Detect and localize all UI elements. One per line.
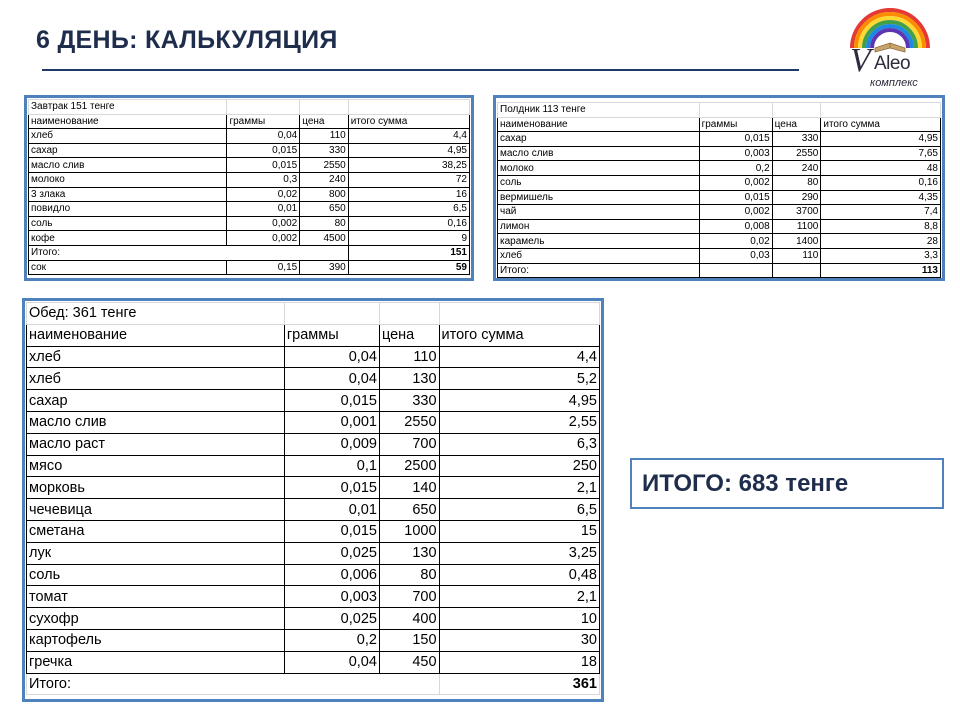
table-cell: 0,015 <box>227 158 300 173</box>
table-row <box>498 248 941 263</box>
table-cell: 3700 <box>772 205 821 220</box>
table-row <box>27 368 600 390</box>
table-row <box>498 132 941 147</box>
table-row <box>27 411 600 433</box>
table-cell: 0,2 <box>699 161 772 176</box>
table-cell: 72 <box>348 172 469 187</box>
table-row <box>29 202 470 217</box>
table-cell: 3 злака <box>29 187 227 202</box>
table-cell: 2500 <box>379 455 439 477</box>
table-cell: 330 <box>379 390 439 412</box>
table-cell: 0,015 <box>284 477 379 499</box>
table-row <box>498 219 941 234</box>
table-cell: молоко <box>29 172 227 187</box>
table-cell: лук <box>27 542 285 564</box>
table-cell: 0,009 <box>284 433 379 455</box>
table-cell: хлеб <box>27 368 285 390</box>
table-cell: 2,1 <box>439 477 599 499</box>
table-row <box>27 629 600 651</box>
column-header: итого сумма <box>439 324 599 346</box>
table-total-row <box>27 673 600 695</box>
table-cell: хлеб <box>27 346 285 368</box>
total-value: 113 <box>821 263 941 278</box>
table-cell: сок <box>29 260 227 275</box>
table-cell: 0,04 <box>284 346 379 368</box>
table-row <box>29 216 470 231</box>
table-header-row <box>498 117 941 132</box>
table-cell: мясо <box>27 455 285 477</box>
table-row <box>27 499 600 521</box>
table-cell: 0,006 <box>284 564 379 586</box>
title-underline <box>42 69 799 71</box>
table-row <box>29 187 470 202</box>
table-cell: 650 <box>379 499 439 521</box>
table-row <box>27 455 600 477</box>
table-cell: 80 <box>379 564 439 586</box>
table-row <box>498 146 941 161</box>
table-cell: сухофр <box>27 608 285 630</box>
column-header: итого сумма <box>821 117 941 132</box>
table-cell: 290 <box>772 190 821 205</box>
table-cell: 18 <box>439 651 599 673</box>
table-cell: масло раст <box>27 433 285 455</box>
table-cell: 700 <box>379 433 439 455</box>
table-cell: 0,015 <box>284 520 379 542</box>
column-header: итого сумма <box>348 114 469 129</box>
total-label: Итого: <box>498 263 700 278</box>
table-cell: 4,4 <box>439 346 599 368</box>
table-cell: 4,95 <box>348 143 469 158</box>
table-cell: 0,16 <box>821 175 941 190</box>
table-cell: 1400 <box>772 234 821 249</box>
table-cell: 0,002 <box>227 216 300 231</box>
table-total-row <box>498 263 941 278</box>
table-row <box>29 260 470 275</box>
table-cell: 7,65 <box>821 146 941 161</box>
table-cell: сметана <box>27 520 285 542</box>
table-cell: 0,008 <box>699 219 772 234</box>
table-cell: 110 <box>772 248 821 263</box>
table-cell: кофе <box>29 231 227 246</box>
table-cell: гречка <box>27 651 285 673</box>
table-cell: 150 <box>379 629 439 651</box>
table-cell: 0,01 <box>227 202 300 217</box>
snack-table <box>497 102 941 278</box>
table-cell: 28 <box>821 234 941 249</box>
table-title: Завтрак 151 тенге <box>29 100 227 115</box>
table-cell: 0,01 <box>284 499 379 521</box>
table-cell: масло слив <box>498 146 700 161</box>
table-row <box>27 390 600 412</box>
table-cell: 30 <box>439 629 599 651</box>
table-cell: 8,8 <box>821 219 941 234</box>
table-row <box>29 129 470 144</box>
total-value: 151 <box>348 245 469 260</box>
column-header: цена <box>772 117 821 132</box>
table-cell: сахар <box>27 390 285 412</box>
table-cell: 16 <box>348 187 469 202</box>
table-row <box>27 651 600 673</box>
table-row <box>27 564 600 586</box>
table-cell: 110 <box>379 346 439 368</box>
table-cell: 0,015 <box>227 143 300 158</box>
table-cell: вермишель <box>498 190 700 205</box>
table-row <box>29 231 470 246</box>
table-cell: 390 <box>300 260 349 275</box>
table-row <box>498 175 941 190</box>
table-cell: 4,35 <box>821 190 941 205</box>
table-cell: 7,4 <box>821 205 941 220</box>
page-title: 6 ДЕНЬ: КАЛЬКУЛЯЦИЯ <box>36 26 338 54</box>
table-cell: 0,16 <box>348 216 469 231</box>
lunch-table-panel <box>22 298 604 702</box>
table-cell: 0,04 <box>284 651 379 673</box>
table-cell: 0,015 <box>284 390 379 412</box>
table-title: Обед: 361 тенге <box>27 303 285 325</box>
table-row <box>27 608 600 630</box>
table-cell: 2550 <box>772 146 821 161</box>
table-cell: 0,1 <box>284 455 379 477</box>
table-cell: 1000 <box>379 520 439 542</box>
snack-table-panel <box>493 95 945 281</box>
table-cell: соль <box>498 175 700 190</box>
table-cell: 3,25 <box>439 542 599 564</box>
table-row <box>27 477 600 499</box>
table-header-row <box>29 114 470 129</box>
table-cell: 450 <box>379 651 439 673</box>
table-cell: 0,025 <box>284 542 379 564</box>
table-cell: 4,4 <box>348 129 469 144</box>
breakfast-table <box>28 99 470 275</box>
table-row <box>27 520 600 542</box>
table-cell: 80 <box>300 216 349 231</box>
table-cell: хлеб <box>29 129 227 144</box>
table-cell: 59 <box>348 260 469 275</box>
table-cell: 0,002 <box>227 231 300 246</box>
column-header: граммы <box>699 117 772 132</box>
column-header: граммы <box>227 114 300 129</box>
table-cell: сахар <box>29 143 227 158</box>
total-label: Итого: <box>27 673 440 695</box>
table-cell: 0,015 <box>699 132 772 147</box>
table-cell: 6,5 <box>348 202 469 217</box>
table-cell: соль <box>27 564 285 586</box>
table-cell: 0,03 <box>699 248 772 263</box>
table-row <box>498 190 941 205</box>
table-cell: 2550 <box>379 411 439 433</box>
table-title-row <box>29 100 470 115</box>
table-cell: 140 <box>379 477 439 499</box>
total-value: 361 <box>439 673 599 695</box>
table-cell: картофель <box>27 629 285 651</box>
table-cell: 0,15 <box>227 260 300 275</box>
table-cell: 0,001 <box>284 411 379 433</box>
table-cell: 240 <box>300 172 349 187</box>
table-row <box>27 346 600 368</box>
table-row <box>27 542 600 564</box>
table-cell: 0,003 <box>284 586 379 608</box>
grand-total-box: ИТОГО: 683 тенге <box>630 458 944 509</box>
table-cell: 9 <box>348 231 469 246</box>
table-cell: 130 <box>379 368 439 390</box>
table-cell: 250 <box>439 455 599 477</box>
table-cell: 2,1 <box>439 586 599 608</box>
table-cell: 0,3 <box>227 172 300 187</box>
table-cell: 6,3 <box>439 433 599 455</box>
table-row <box>29 172 470 187</box>
table-cell: 5,2 <box>439 368 599 390</box>
table-cell: 1100 <box>772 219 821 234</box>
table-cell: 0,02 <box>699 234 772 249</box>
table-header-row <box>27 324 600 346</box>
lunch-table <box>26 302 600 695</box>
table-cell: 130 <box>379 542 439 564</box>
table-title: Полдник 113 тенге <box>498 103 700 118</box>
table-cell: 10 <box>439 608 599 630</box>
table-cell: 330 <box>300 143 349 158</box>
table-cell: 0,04 <box>284 368 379 390</box>
table-cell: повидло <box>29 202 227 217</box>
table-cell: масло слив <box>29 158 227 173</box>
table-row <box>498 205 941 220</box>
table-cell: 4,95 <box>821 132 941 147</box>
table-cell: 48 <box>821 161 941 176</box>
breakfast-table-panel <box>24 95 474 281</box>
table-cell: соль <box>29 216 227 231</box>
table-row <box>29 158 470 173</box>
table-row <box>498 161 941 176</box>
table-title-row <box>27 303 600 325</box>
table-cell: 2550 <box>300 158 349 173</box>
column-header: наименование <box>27 324 285 346</box>
table-row <box>29 143 470 158</box>
table-cell: 4,95 <box>439 390 599 412</box>
logo-letter-v: V <box>850 42 871 79</box>
table-cell: 240 <box>772 161 821 176</box>
table-cell: 6,5 <box>439 499 599 521</box>
table-cell: карамель <box>498 234 700 249</box>
table-cell: 0,003 <box>699 146 772 161</box>
table-cell: 0,002 <box>699 205 772 220</box>
table-cell: сахар <box>498 132 700 147</box>
table-cell: 400 <box>379 608 439 630</box>
table-total-row <box>29 245 470 260</box>
table-cell: 4500 <box>300 231 349 246</box>
table-cell: 0,48 <box>439 564 599 586</box>
table-cell: 0,2 <box>284 629 379 651</box>
table-cell: чай <box>498 205 700 220</box>
table-cell: хлеб <box>498 248 700 263</box>
table-cell: 700 <box>379 586 439 608</box>
table-cell: 3,3 <box>821 248 941 263</box>
table-cell: морковь <box>27 477 285 499</box>
column-header: наименование <box>29 114 227 129</box>
column-header: наименование <box>498 117 700 132</box>
logo-text: Aleo <box>874 53 911 74</box>
table-cell: 330 <box>772 132 821 147</box>
table-cell: томат <box>27 586 285 608</box>
logo-subtext: комплекс <box>870 77 918 89</box>
column-header: граммы <box>284 324 379 346</box>
table-cell: чечевица <box>27 499 285 521</box>
table-cell: 0,015 <box>699 190 772 205</box>
table-cell: 15 <box>439 520 599 542</box>
table-cell: 2,55 <box>439 411 599 433</box>
table-cell: 38,25 <box>348 158 469 173</box>
valeo-logo <box>840 4 940 96</box>
table-title-row <box>498 103 941 118</box>
table-cell: 0,02 <box>227 187 300 202</box>
table-cell: 800 <box>300 187 349 202</box>
table-row <box>27 433 600 455</box>
table-cell: 650 <box>300 202 349 217</box>
table-cell: 80 <box>772 175 821 190</box>
table-cell: 110 <box>300 129 349 144</box>
table-cell: молоко <box>498 161 700 176</box>
table-cell: лимон <box>498 219 700 234</box>
table-cell: масло слив <box>27 411 285 433</box>
total-label: Итого: <box>29 245 349 260</box>
table-cell: 0,002 <box>699 175 772 190</box>
column-header: цена <box>300 114 349 129</box>
table-cell: 0,025 <box>284 608 379 630</box>
column-header: цена <box>379 324 439 346</box>
table-cell: 0,04 <box>227 129 300 144</box>
table-row <box>498 234 941 249</box>
table-row <box>27 586 600 608</box>
